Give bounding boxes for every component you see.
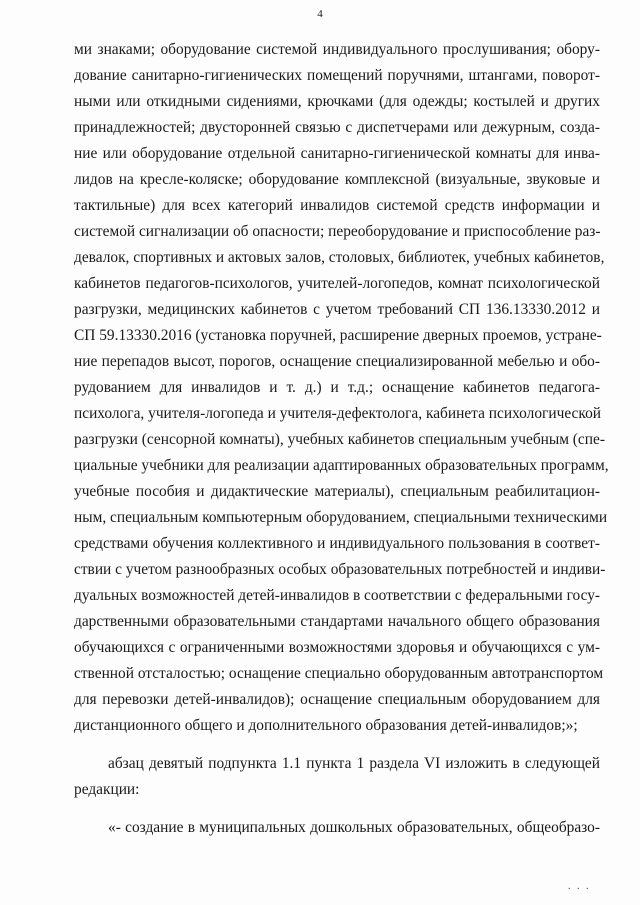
text-line: редакции:	[74, 781, 140, 798]
text-line: ние перепадов высот, порогов, оснащение специализированной мебелью и обо-	[74, 353, 600, 370]
text-line: учебные пособия и дидактические материалы), специальным реабилитацион-	[74, 483, 600, 500]
text-line: абзац девятый подпункта 1.1 пункта 1 раздела VI изложить в следующей	[108, 755, 600, 772]
text-line: ственной отсталостью; оснащение специально оборудованным автотранспортом	[74, 665, 604, 682]
text-line: дование санитарно-гигиенических помещений поручнями, штангами, поворот-	[74, 67, 600, 84]
text-line: лидов на кресле-коляске; оборудование комплексной (визуальные, звуковые и	[74, 171, 600, 188]
text-line: для перевозки детей-инвалидов); оснащение специальным оборудованием для	[74, 691, 600, 708]
footer-mark: . . .	[568, 881, 591, 892]
text-line: рудованием для инвалидов и т. д.) и т.д.; оснащение кабинетов педагога-	[74, 379, 600, 396]
text-line: «- создание в муниципальных дошкольных образовательных, общеобразо-	[108, 819, 600, 836]
text-line: дарственными образовательными стандартами начального общего образования	[74, 613, 600, 630]
text-line: циальные учебники для реализации адаптированных образовательных программ,	[74, 457, 609, 474]
text-line: разгрузки (сенсорной комнаты), учебных кабинетов специальным учебным (спе-	[74, 431, 605, 448]
text-line: психолога, учителя-логопеда и учителя-дефектолога, кабинета психологической	[74, 405, 602, 422]
text-line: принадлежностей; двусторонней связью с диспетчерами или дежурным, созда-	[74, 119, 600, 136]
text-line: ными или откидными сидениями, крючками (для одежды; костылей и других	[74, 93, 600, 110]
text-line: разгрузки, медицинских кабинетов с учетом требований СП 136.13330.2012 и	[74, 301, 600, 318]
text-line: тактильные) для всех категорий инвалидов системой средств информации и	[74, 197, 600, 214]
text-line: ным, специальным компьютерным оборудованием, специальными техническими	[74, 509, 608, 526]
text-line: ствии с учетом разнообразных особых образовательных потребностей и индиви-	[74, 561, 606, 578]
text-line: девалок, спортивных и актовых залов, столовых, библиотек, учебных кабинетов,	[74, 249, 605, 266]
page-number: 4	[317, 8, 323, 20]
text-line: дуальных возможностей детей-инвалидов в соответствии с федеральными госу-	[74, 587, 601, 604]
text-line: кабинетов педагогов-психологов, учителей-логопедов, комнат психологической	[74, 275, 600, 292]
text-line: обучающихся с ограниченными возможностями здоровья и обучающихся с ум-	[74, 639, 600, 656]
text-line: системой сигнализации об опасности; переоборудование и приспособление раз-	[74, 223, 601, 240]
text-line: средствами обучения коллективного и индивидуального пользования в соответ-	[74, 535, 600, 552]
text-line: СП 59.13330.2016 (установка поручней, расширение дверных проемов, устране-	[74, 327, 602, 344]
text-line: ми знаками; оборудование системой индивидуального прослушивания; обору-	[74, 41, 600, 58]
text-line: дистанционного общего и дополнительного образования детей-инвалидов;»;	[74, 717, 578, 734]
text-line: ние или оборудование отдельной санитарно-гигиенической комнаты для инва-	[74, 145, 600, 162]
